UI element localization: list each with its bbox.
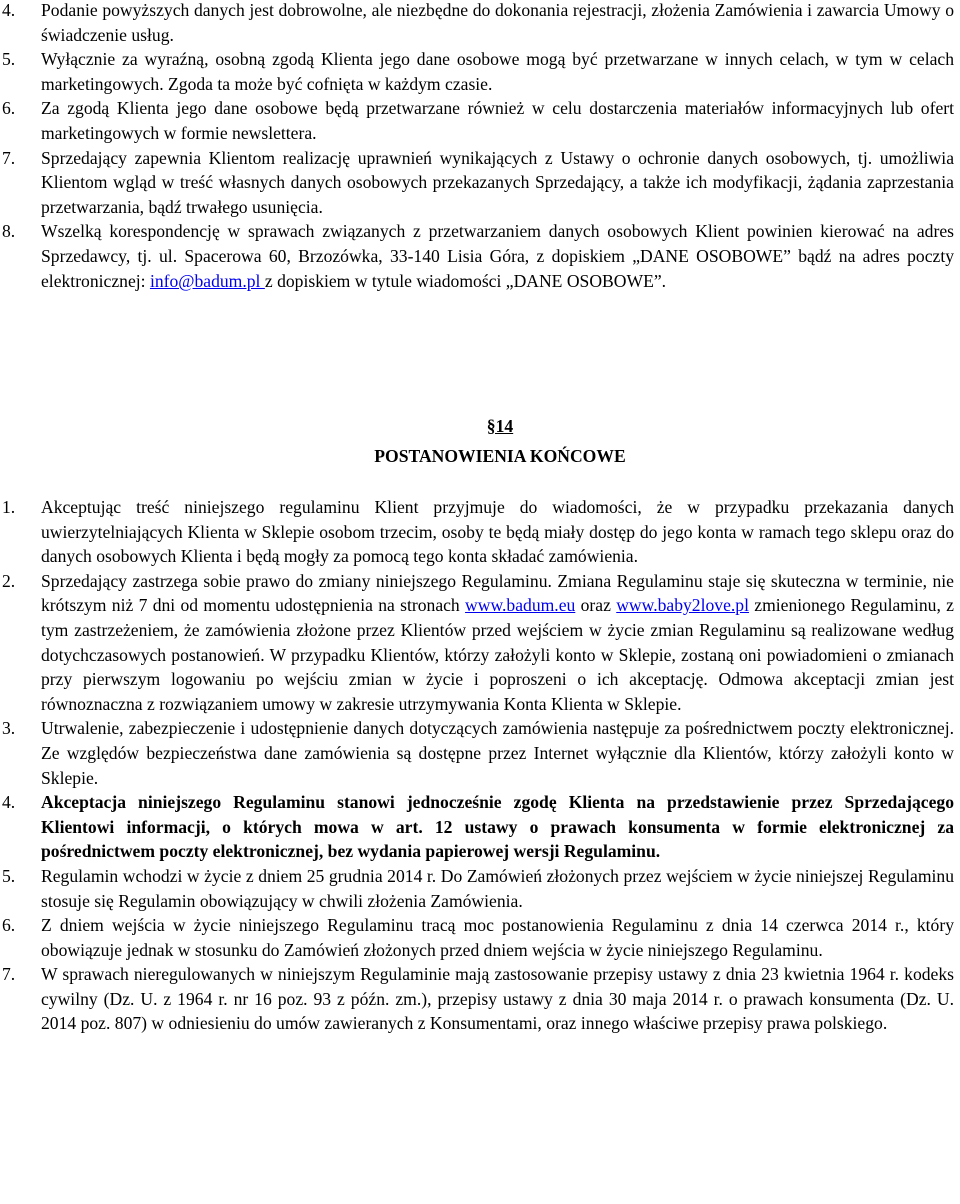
list-item <box>0 569 960 717</box>
item-number: 2. <box>2 570 16 591</box>
item-number: 8. <box>2 221 16 242</box>
item-text: Wszelką korespondencję w sprawach związanych z przetwarzaniem danych osobowych Klient powinien kierować na adres Sprzedawcy, tj. ul. Spacerowa 60, Brzozówka, 33-140 Lisia Góra, z dopiskiem „DANE OSOBOWE” bądź na adres poczty elektronicznej: <box>41 221 954 291</box>
item-text: Za zgodą Klienta jego dane osobowe będą przetwarzane również w celu dostarczenia materiałów informacyjnych lub ofert marketingowych w formie newslettera. <box>41 98 954 143</box>
item-text: z dopiskiem w tytule wiadomości „DANE OSOBOWE”. <box>264 270 667 291</box>
list-item <box>0 47 960 96</box>
email-link[interactable]: info@badum.pl <box>149 270 265 291</box>
section-number: §14 <box>486 416 514 436</box>
list-item <box>0 962 960 1036</box>
item-text: zmienionego Regulaminu, z tym zastrzeżeniem, że zamówienia złożone przez Klientów przed wejściem w życie zmian Regulaminu są realizowane według dotychczasowych postanowień. W przypadku Klientów, którzy założyli konto w Sklepie, zostaną oni powiadomieni o zmianach przy pierwszym logowaniu po wejściu zmian w życie i poproszeni o ich akceptację. Odmowa akceptacji zmian jest równoznaczna z rozwiązaniem umowy w zakresie utrzymywania Konta Klienta w Sklepie. <box>41 595 954 714</box>
item-text: W sprawach nieregulowanych w niniejszym Regulaminie mają zastosowanie przepisy ustawy z dnia 23 kwietnia 1964 r. kodeks cywilny (Dz. U. z 1964 r. nr 16 poz. 93 z późn. zm.), przepisy ustawy z dnia 30 maja 2014 r. o prawach konsumenta (Dz. U. 2014 poz. 807) w odniesieniu do umów zawieranych z Konsumentami, oraz innego właściwe przepisy prawa polskiego. <box>41 964 954 1034</box>
item-number: 3. <box>2 718 16 739</box>
section-title: POSTANOWIENIA KOŃCOWE <box>374 445 626 466</box>
item-text: Utrwalenie, zabezpieczenie i udostępnienie danych dotyczących zamówienia następuje za pośrednictwem poczty elektronicznej. Ze względów bezpieczeństwa dane zamówienia są dostępne przez Internet wyłącznie dla Klientów, którzy założyli konto w Sklepie. <box>41 718 954 788</box>
item-text: Sprzedający zastrzega sobie prawo do zmiany niniejszego Regulaminu. Zmiana Regulaminu staje się skuteczna w terminie, nie krótszym niż 7 dni od momentu udostępnienia na stronach <box>41 570 954 616</box>
personal-data-list <box>0 0 960 293</box>
item-text: Wyłącznie za wyraźną, osobną zgodą Klienta jego dane osobowe mogą być przetwarzane w innych celach, w tym w celach marketingowych. Zgoda ta może być cofnięta w każdym czasie. <box>41 49 954 94</box>
item-number: 6. <box>2 98 16 119</box>
list-item <box>0 495 960 569</box>
item-number: 7. <box>2 147 16 168</box>
item-text: Z dniem wejścia w życie niniejszego Regulaminu tracą moc postanowienia Regulaminu z dnia 14 czerwca 2014 r., który obowiązuje jednak w stosunku do Zamówień złożonych przed dniem wejścia w życie niniejszego Regulaminu. <box>41 915 954 960</box>
item-text: Regulamin wchodzi w życie z dniem 25 grudnia 2014 r. Do Zamówień złożonych przez wejściem w życie niniejszej Regulaminu stosuje się Regulamin obowiązujący w chwili złożenia Zamówienia. <box>41 865 954 911</box>
item-text: oraz <box>575 595 617 616</box>
badum-link[interactable]: www.badum.eu <box>465 595 576 616</box>
list-item <box>0 864 960 913</box>
item-number: 5. <box>2 865 16 886</box>
list-item <box>0 913 960 962</box>
list-item <box>0 716 960 790</box>
list-item <box>0 790 960 864</box>
item-number: 7. <box>2 964 16 985</box>
list-item <box>0 219 960 293</box>
item-text-bold: Akceptacja niniejszego Regulaminu stanowi jednocześnie zgodę Klienta na przedstawienie przez Sprzedającego Klientowi informacji, o których mowa w art. 12 ustawy o prawach konsumenta w formie elektronicznej za pośrednictwem poczty elektronicznej, bez wydania papierowej wersji Regulaminu. <box>41 792 954 862</box>
item-number: 4. <box>2 792 16 813</box>
final-provisions-list <box>0 495 960 1036</box>
section-heading <box>0 414 960 468</box>
list-item <box>0 96 960 145</box>
list-item <box>0 146 960 220</box>
item-number: 5. <box>2 49 16 70</box>
item-number: 4. <box>2 0 16 20</box>
baby2love-link[interactable]: www.baby2love.pl <box>616 595 749 616</box>
item-text: Sprzedający zapewnia Klientom realizację uprawnień wynikających z Ustawy o ochronie danych osobowych, tj. umożliwia Klientom wgląd w treść własnych danych osobowych przekazanych Sprzedający, a także ich modyfikacji, żądania zaprzestania przetwarzania, bądź trwałego usunięcia. <box>41 147 954 217</box>
item-text: Podanie powyższych danych jest dobrowolne, ale niezbędne do dokonania rejestracji, złożenia Zamówienia i zawarcia Umowy o świadczenie usług. <box>41 0 954 45</box>
item-number: 6. <box>2 915 16 936</box>
list-item <box>0 0 960 47</box>
item-number: 1. <box>2 497 16 517</box>
item-text: Akceptując treść niniejszego regulaminu Klient przyjmuje do wiadomości, że w przypadku przekazania danych uwierzytelniających Klienta w Sklepie osobom trzecim, osoby te będą miały dostęp do jego konta w ramach tego sklepu oraz do danych osobowych Klienta i będą mogły za pomocą tego konta składać zamówienia. <box>41 497 954 567</box>
